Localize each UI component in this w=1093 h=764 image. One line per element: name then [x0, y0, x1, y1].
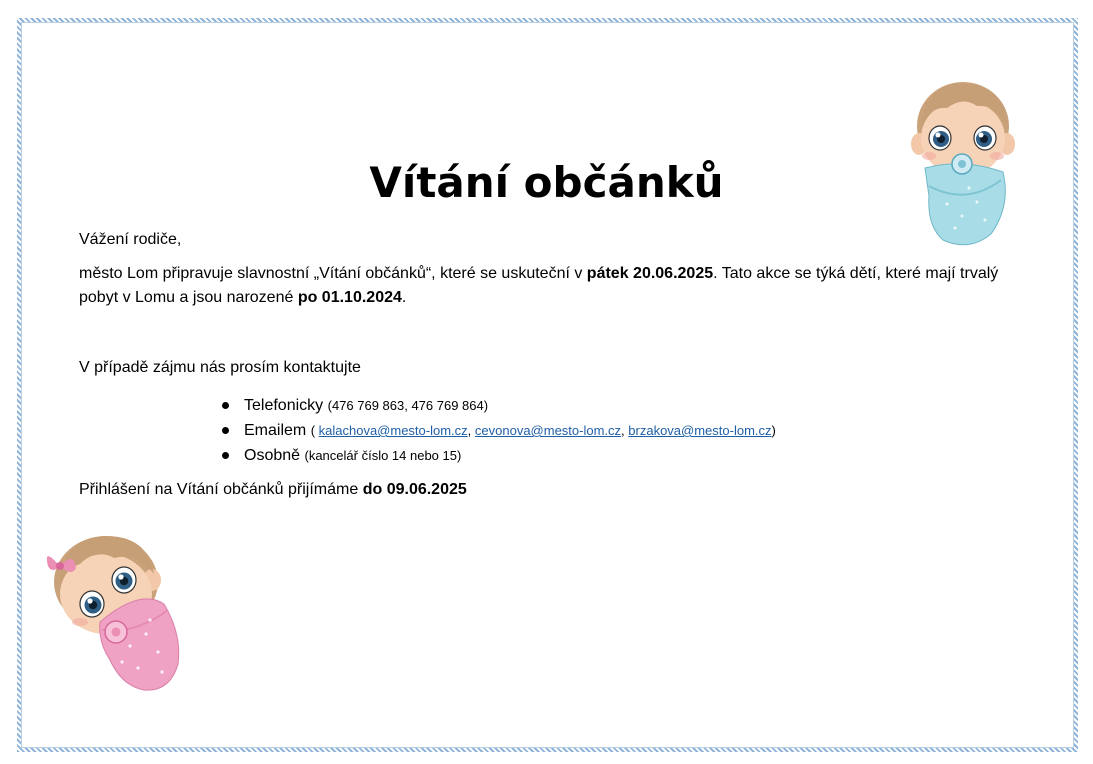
born-after-date: po 01.10.2024: [297, 289, 402, 306]
list-item-personal: Osobně (kancelář číslo 14 nebo 15): [220, 444, 776, 469]
contact-intro: V případě zájmu nás prosím kontaktujte: [79, 359, 361, 376]
email-link-brzakova[interactable]: brzakova@mesto-lom.cz: [628, 423, 772, 438]
greeting: Vážení rodiče,: [79, 231, 182, 248]
signup-deadline-date: do 09.06.2025: [362, 481, 467, 498]
contact-list: [220, 394, 776, 469]
office-numbers: (kancelář číslo 14 nebo 15): [304, 448, 462, 463]
announcement-paragraph: město Lom připravuje slavnostní „Vítání občánků“, které se uskuteční v pátek 20.06.2025. Tato akce se týká dětí, které mají trvalý pobyt v Lomu a jsou narozené po 01.10.2024.: [79, 265, 999, 306]
baby-girl-illustration: [40, 530, 188, 695]
page-title: Vítání občánků: [369, 158, 724, 207]
event-date: pátek 20.06.2025: [586, 265, 714, 282]
signup-deadline: Přihlášení na Vítání občánků přijímáme do 09.06.2025: [79, 481, 467, 498]
list-item-email: Emailem ( kalachova@mesto-lom.cz, cevonova@mesto-lom.cz, brzakova@mesto-lom.cz): [220, 419, 776, 444]
list-item-phone: Telefonicky (476 769 863, 476 769 864): [220, 394, 776, 419]
phone-numbers: (476 769 863, 476 769 864): [327, 398, 489, 413]
email-link-kalachova[interactable]: kalachova@mesto-lom.cz: [318, 423, 468, 438]
email-link-cevonova[interactable]: cevonova@mesto-lom.cz: [474, 423, 622, 438]
baby-boy-illustration: [907, 76, 1017, 248]
